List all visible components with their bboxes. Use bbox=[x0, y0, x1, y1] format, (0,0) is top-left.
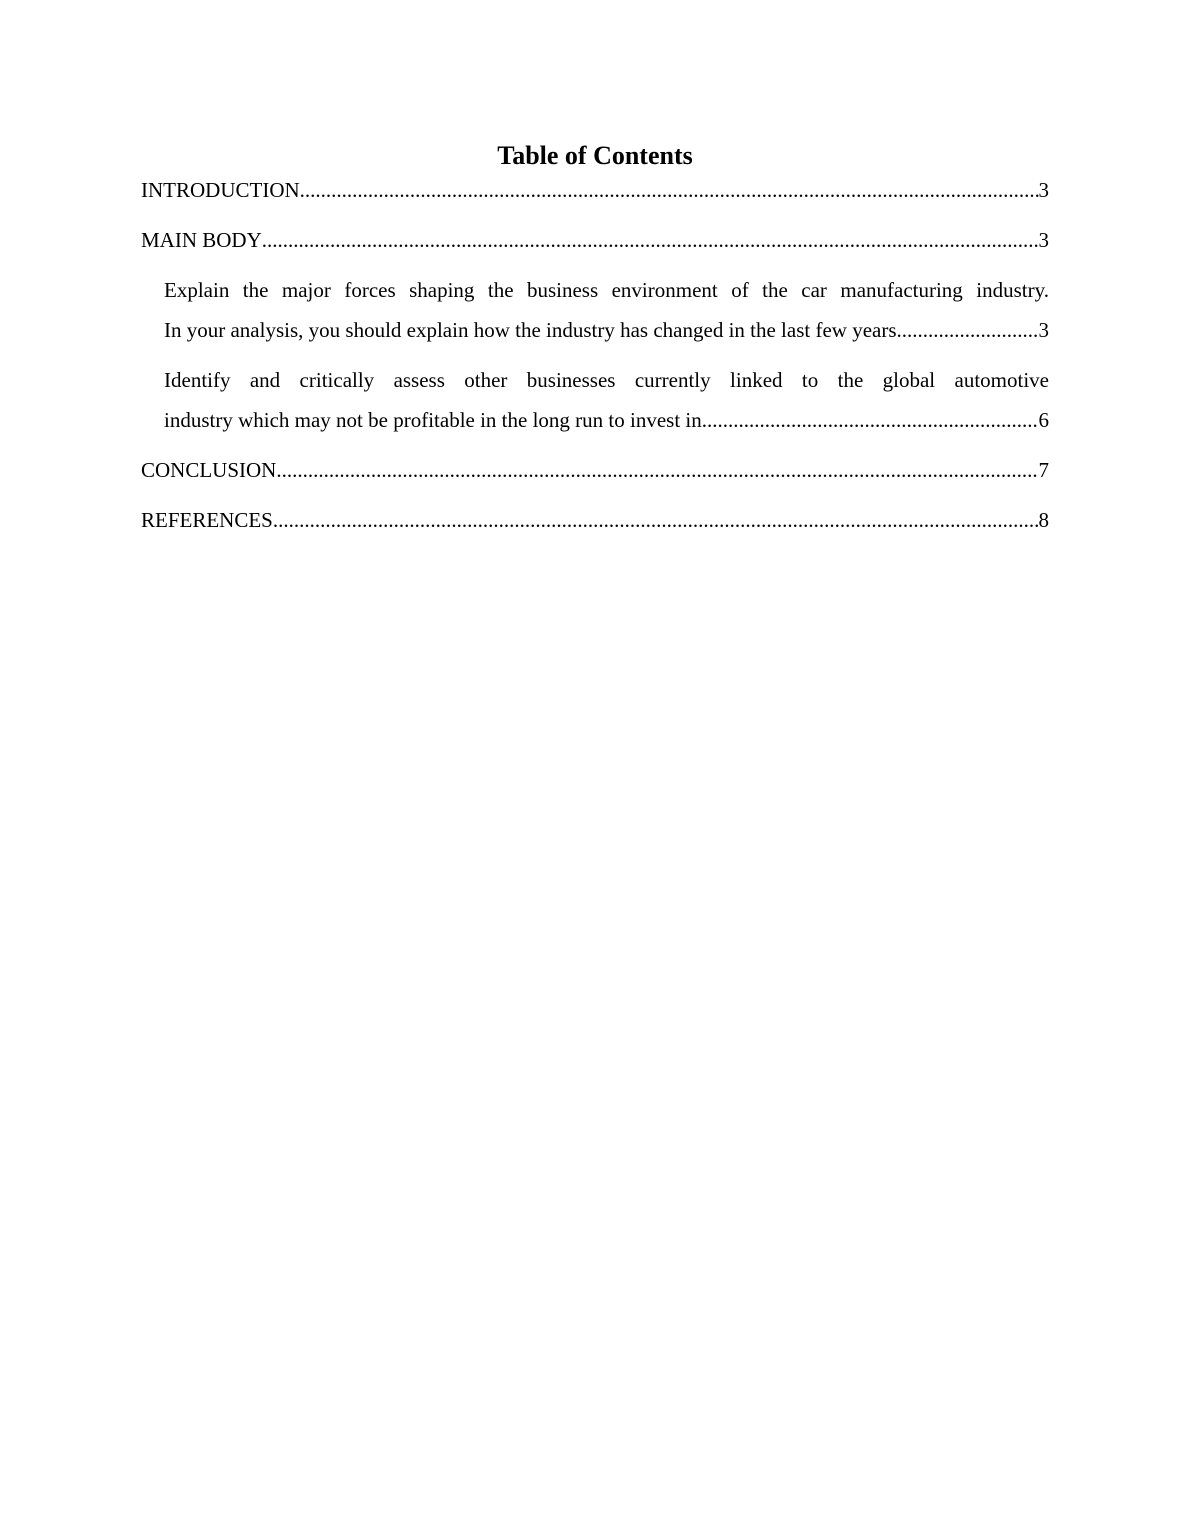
toc-entry-main-body[interactable] bbox=[141, 220, 1049, 260]
toc-page-number: 7 bbox=[1038, 458, 1049, 482]
toc-leader-dots bbox=[276, 450, 1038, 490]
toc-page-number: 3 bbox=[1038, 228, 1049, 252]
toc-page-number: 3 bbox=[1038, 318, 1049, 342]
toc-entry-text: CONCLUSION bbox=[141, 458, 277, 482]
toc-entry-text: MAIN BODY bbox=[141, 228, 262, 252]
toc-title: Table of Contents bbox=[497, 141, 693, 170]
toc-entry-introduction[interactable] bbox=[141, 170, 1049, 210]
toc-leader-dots bbox=[273, 500, 1039, 540]
toc-entry-conclusion[interactable] bbox=[141, 450, 1049, 490]
toc-entry-other-businesses[interactable] bbox=[164, 360, 1049, 440]
toc-page-number: 3 bbox=[1038, 178, 1049, 202]
toc-page-number: 8 bbox=[1038, 508, 1049, 532]
toc-entry-text-line2: In your analysis, you should explain how the industry has changed in the last few years bbox=[164, 318, 897, 342]
toc-page-number: 6 bbox=[1038, 408, 1049, 432]
toc-leader-dots bbox=[300, 170, 1039, 210]
toc-leader-dots bbox=[262, 220, 1039, 260]
toc-leader-dots bbox=[897, 310, 1039, 350]
toc-entry-text: INTRODUCTION bbox=[141, 178, 300, 202]
toc-entry-major-forces[interactable] bbox=[164, 270, 1049, 350]
toc-entry-references[interactable] bbox=[141, 500, 1049, 540]
toc-entry-text-line2: industry which may not be profitable in the long run to invest in. bbox=[164, 408, 707, 432]
toc-entry-text: REFERENCES bbox=[141, 508, 273, 532]
toc-entry-text-line1: Explain the major forces shaping the business environment of the car manufacturing industry. bbox=[164, 278, 1049, 302]
toc-entry-text-line1: Identify and critically assess other businesses currently linked to the global automotive bbox=[164, 368, 1049, 392]
toc-leader-dots bbox=[707, 400, 1039, 440]
